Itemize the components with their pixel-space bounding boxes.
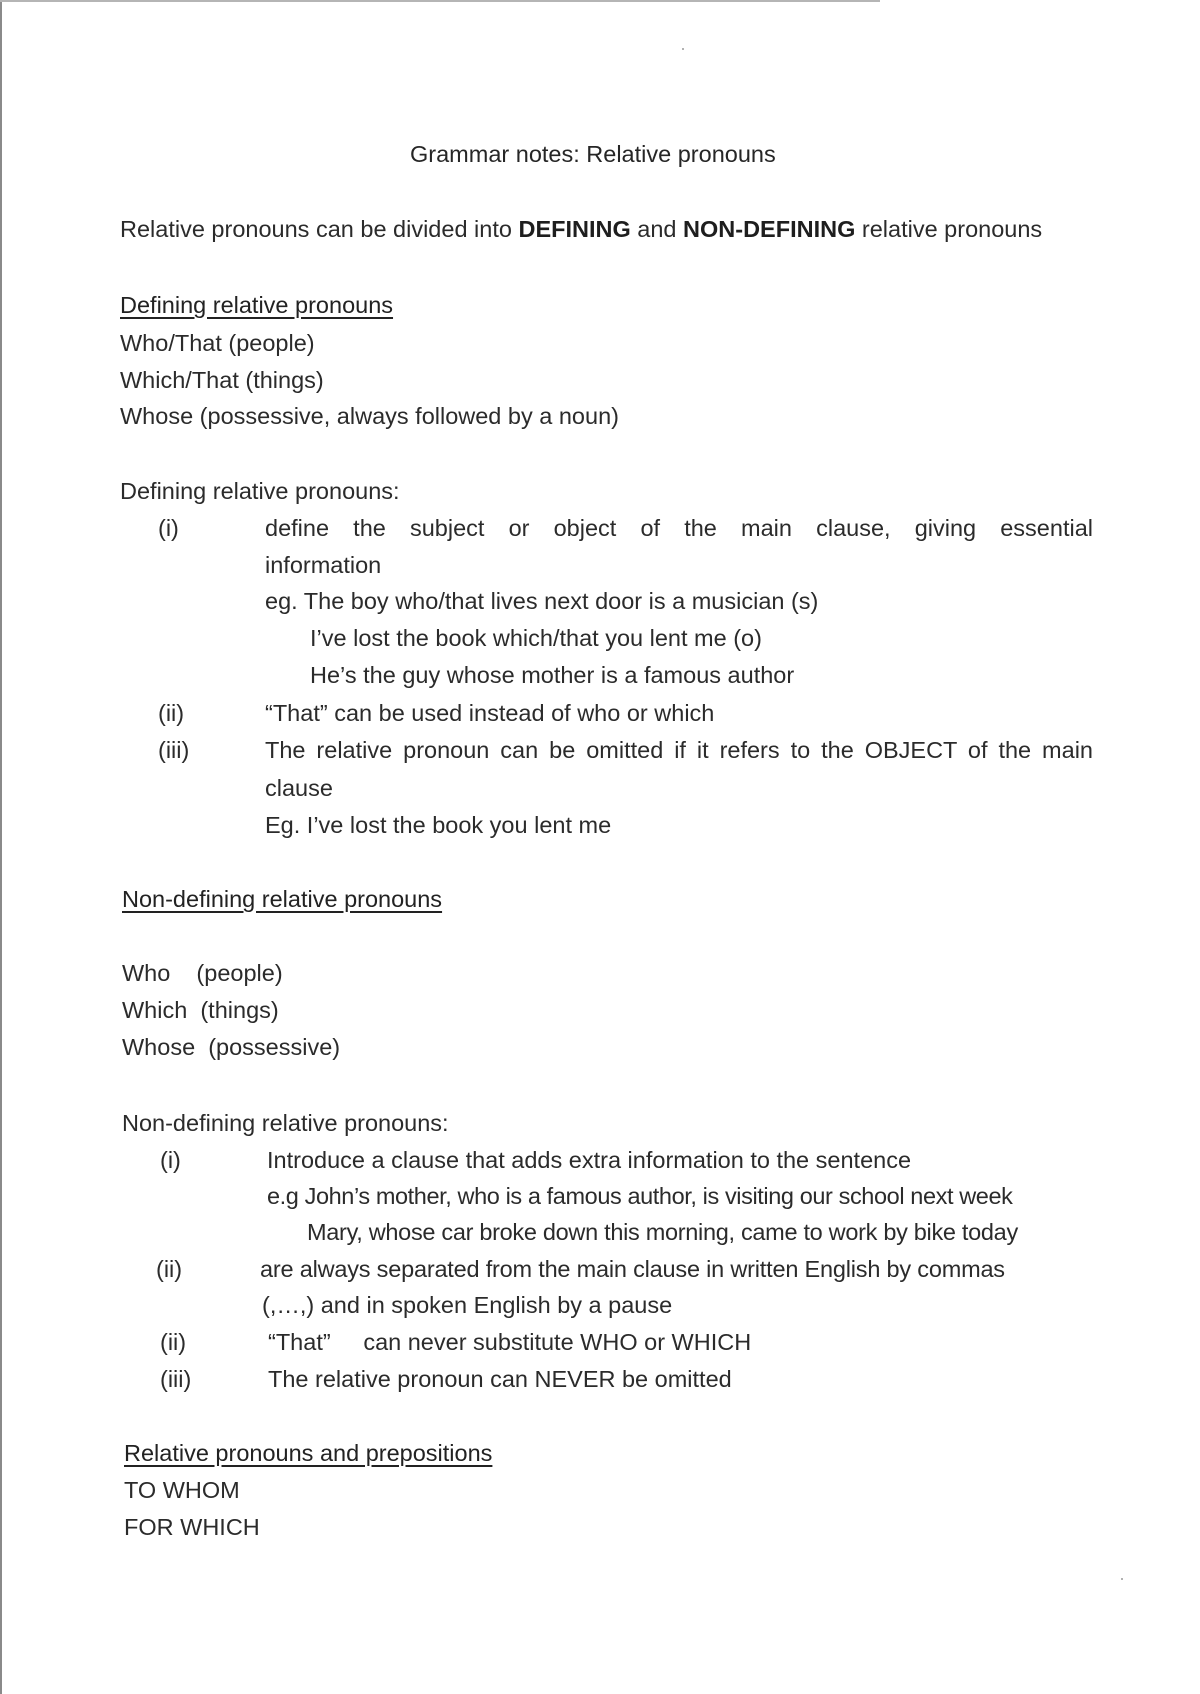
prepositions-heading: Relative pronouns and prepositions — [124, 1440, 493, 1466]
defining-heading: Defining relative pronouns — [120, 292, 394, 318]
defining-example-2: I’ve lost the book which/that you lent me (o) — [310, 625, 762, 651]
rule-number: (i) — [158, 515, 179, 541]
non-defining-pronoun-whose: Whose (possessive) — [122, 1034, 341, 1060]
rule-number: (iii) — [158, 737, 190, 763]
non-defining-pronoun-which: Which (things) — [122, 997, 279, 1023]
rule-number: (i) — [160, 1147, 181, 1173]
defining-rule-1-line2: information — [265, 552, 382, 578]
non-defining-pronoun-who: Who (people) — [122, 960, 283, 986]
defining-example-3: He’s the guy whose mother is a famous author — [310, 662, 795, 688]
defining-rule-1-line1: define the subject or object of the main clause, giving essential — [265, 515, 1093, 541]
defining-example-1: eg. The boy who/that lives next door is a musician (s) — [265, 588, 819, 614]
rule-number: (ii) — [156, 1256, 183, 1282]
rule-number: (iii) — [160, 1366, 192, 1392]
defining-rules-label: Defining relative pronouns: — [120, 478, 400, 504]
page-top-edge — [0, 0, 880, 2]
intro-sentence: Relative pronouns can be divided into DEFINING and NON-DEFINING relative pronouns — [120, 216, 1043, 242]
defining-rule-3-line2: clause — [265, 775, 333, 801]
rule-number: (ii) — [158, 700, 185, 726]
defining-pronoun-whose: Whose (possessive, always followed by a noun) — [120, 403, 619, 429]
defining-rule-3-line1: The relative pronoun can be omitted if it refers to the OBJECT of the main — [265, 737, 1093, 763]
non-defining-rule-2-line1: are always separated from the main clause in written English by commas — [260, 1256, 1005, 1282]
non-defining-keyword: NON-DEFINING — [683, 216, 856, 242]
defining-pronoun-which: Which/That (things) — [120, 367, 324, 393]
scan-speck — [682, 48, 684, 50]
defining-rule-2: “That” can be used instead of who or which — [265, 700, 715, 726]
scan-speck — [1121, 1578, 1123, 1580]
non-defining-rule-4: The relative pronoun can NEVER be omitted — [268, 1366, 732, 1392]
defining-omit-example: Eg. I’ve lost the book you lent me — [265, 812, 612, 838]
non-defining-rule-2-line2: (,…,) and in spoken English by a pause — [262, 1292, 673, 1318]
non-defining-rules-label: Non-defining relative pronouns: — [122, 1110, 449, 1136]
preposition-for-which: FOR WHICH — [124, 1514, 260, 1540]
page-left-edge — [0, 0, 2, 1694]
non-defining-example-1: e.g John’s mother, who is a famous author, is visiting our school next week — [267, 1183, 1013, 1209]
defining-pronoun-who: Who/That (people) — [120, 330, 315, 356]
rule-number: (ii) — [160, 1329, 187, 1355]
page-title: Grammar notes: Relative pronouns — [410, 141, 776, 167]
non-defining-rule-1: Introduce a clause that adds extra information to the sentence — [267, 1147, 912, 1173]
non-defining-heading: Non-defining relative pronouns — [122, 886, 443, 912]
non-defining-rule-3: “That” can never substitute WHO or WHICH — [268, 1329, 752, 1355]
preposition-to-whom: TO WHOM — [124, 1477, 240, 1503]
defining-keyword: DEFINING — [518, 216, 631, 242]
non-defining-example-2: Mary, whose car broke down this morning, came to work by bike today — [307, 1219, 1018, 1245]
